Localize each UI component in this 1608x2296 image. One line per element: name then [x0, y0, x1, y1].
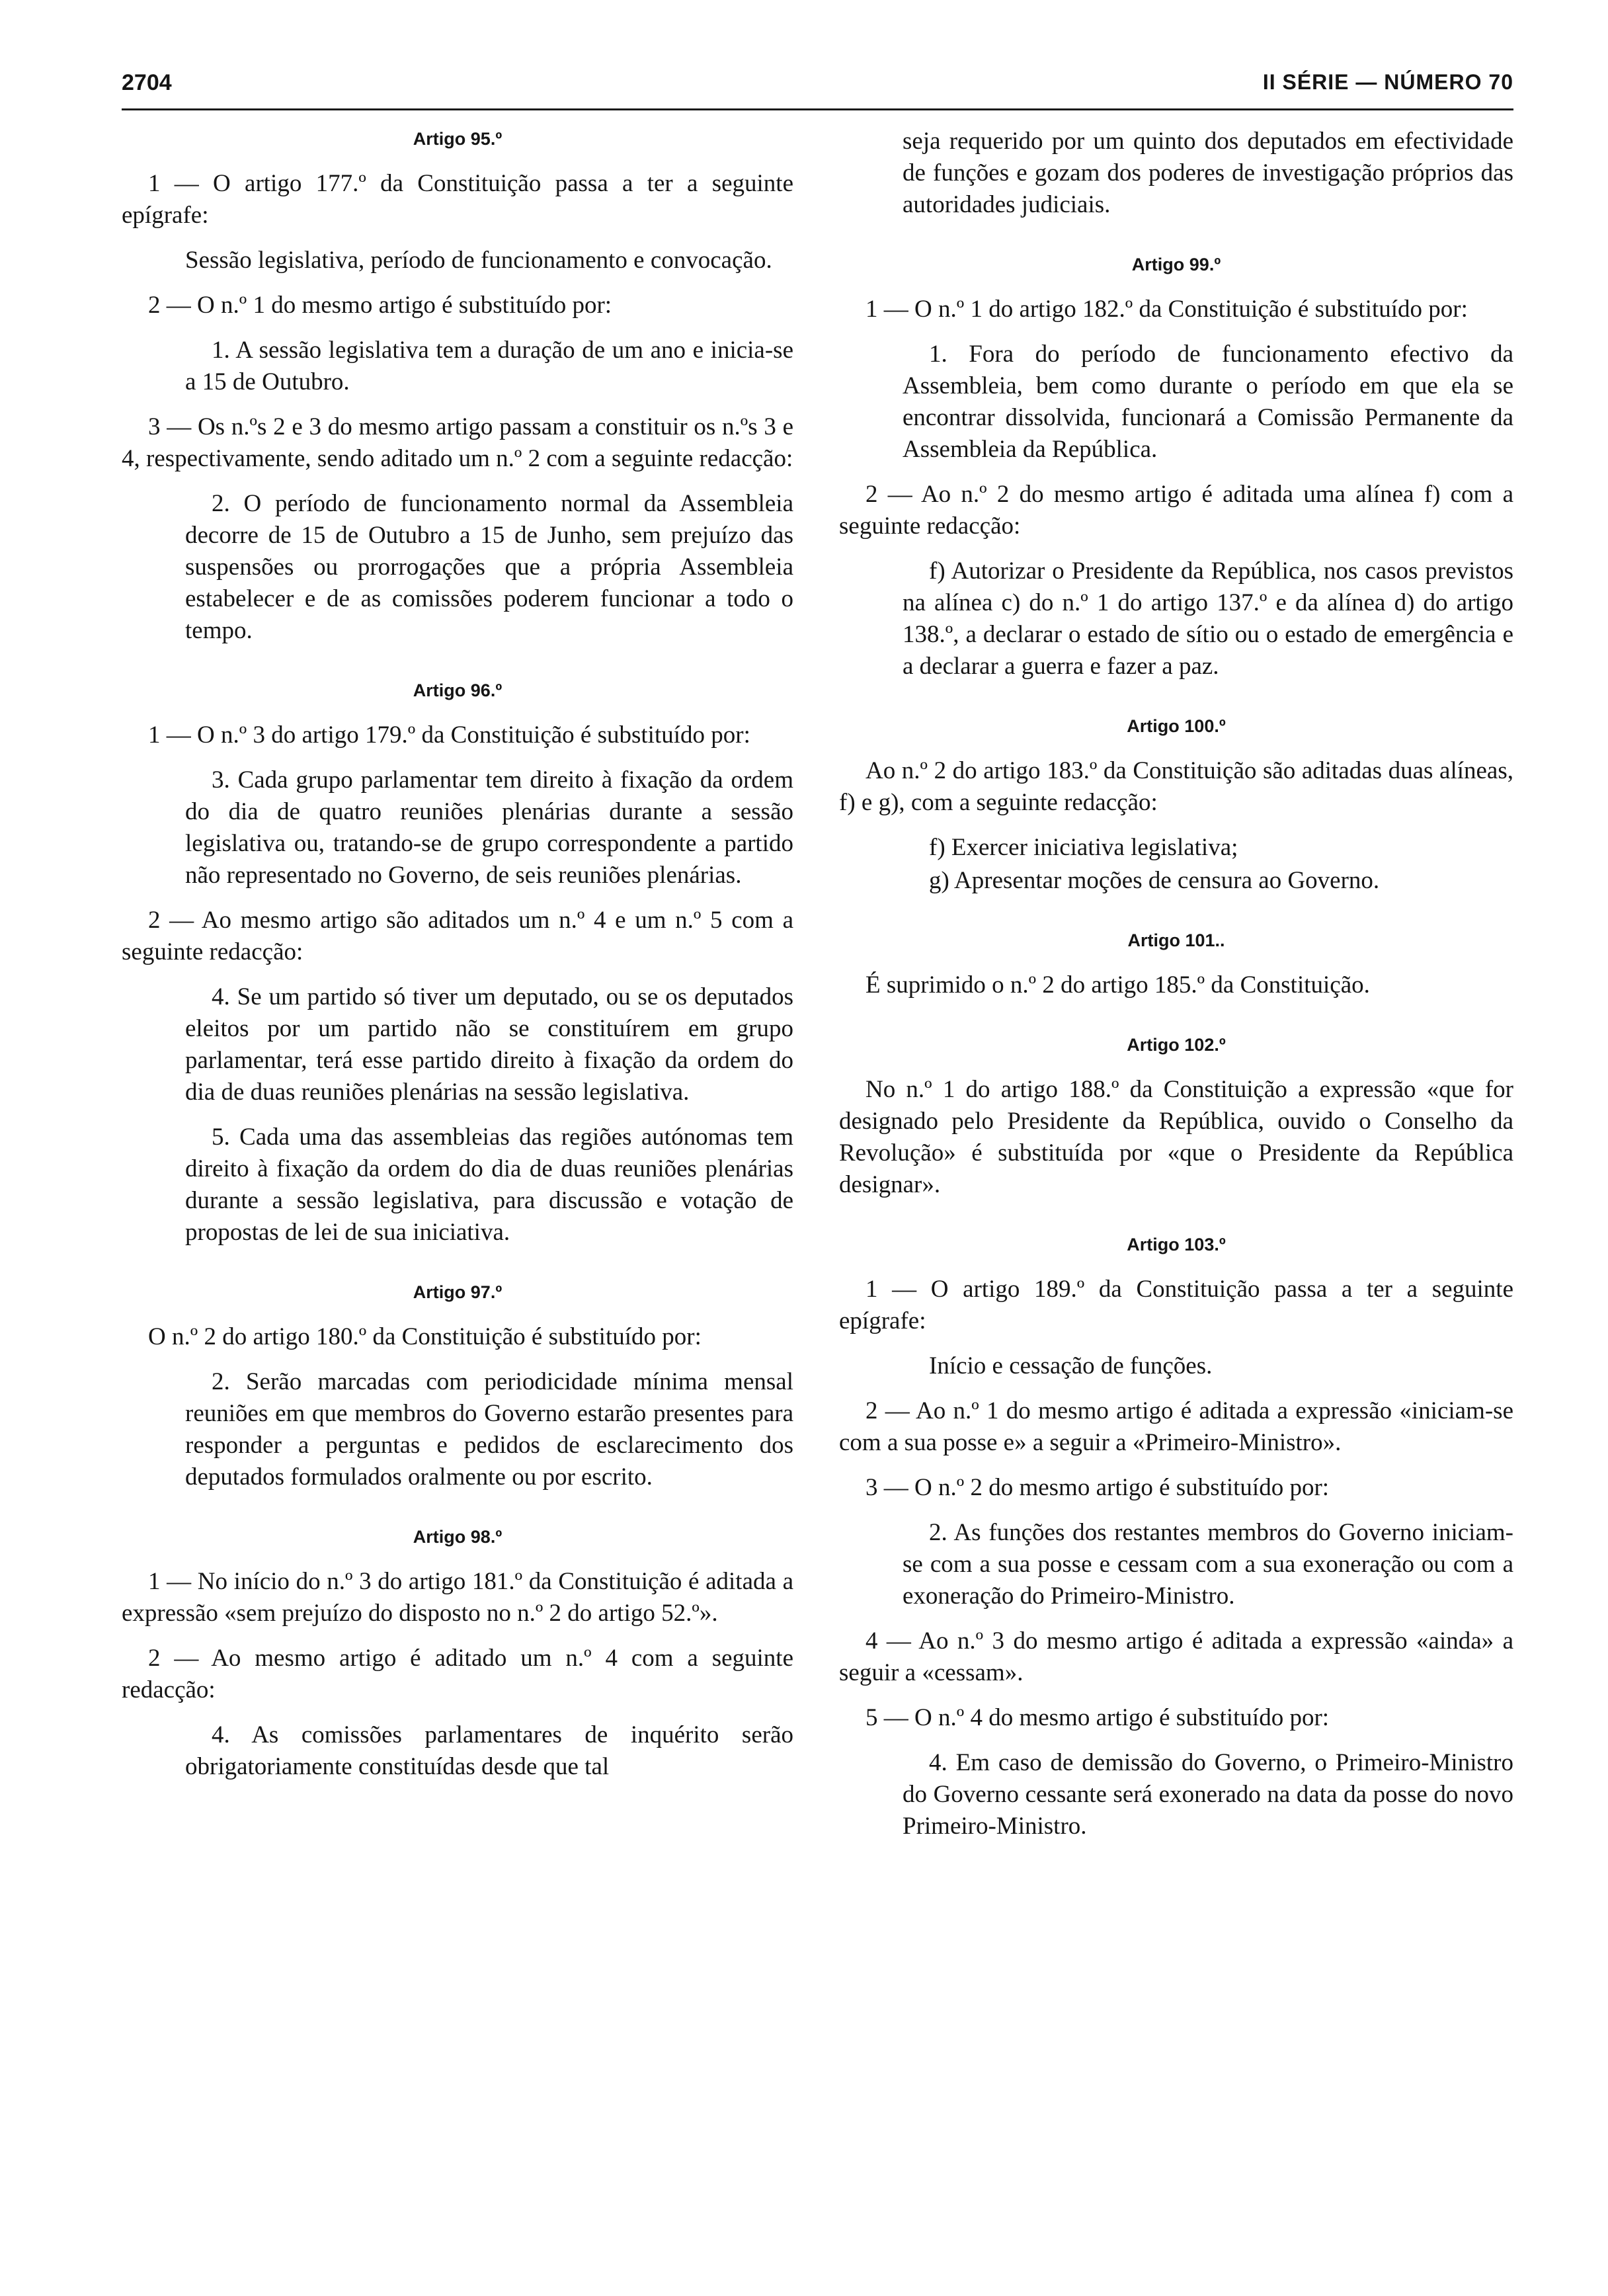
paragraph: 3 — Os n.ºs 2 e 3 do mesmo artigo passam a constituir os n.ºs 3 e 4, respectivamente, sendo aditado um n.º 2 com a seguinte redacção: [122, 413, 793, 472]
series-number: II SÉRIE — NÚMERO 70 [1262, 70, 1513, 94]
paragraph: 4 — Ao n.º 3 do mesmo artigo é aditada a expressão «ainda» a seguir a «cessam». [839, 1627, 1513, 1686]
article-heading-101: Artigo 101.. [1127, 930, 1225, 950]
quoted-text: 4. Se um partido só tiver um deputado, ou se os deputados eleitos por um partido não se constituírem em grupo parlamentar, terá esse partido direito à fixação da ordem do dia de duas reuniões plenárias na sessão legislativa. [185, 983, 793, 1106]
quoted-text: Sessão legislativa, período de funcionamento e convocação. [185, 247, 772, 274]
quoted-text: Início e cessação de funções. [929, 1352, 1213, 1379]
article-heading-97: Artigo 97.º [413, 1282, 502, 1302]
paragraph: O n.º 2 do artigo 180.º da Constituição é substituído por: [148, 1323, 702, 1350]
paragraph: 1 — O artigo 177.º da Constituição passa a ter a seguinte epígrafe: [122, 170, 793, 229]
paragraph: 5 — O n.º 4 do mesmo artigo é substituído por: [865, 1704, 1330, 1731]
quoted-text: 1. A sessão legislativa tem a duração de um ano e inicia-se a 15 de Outubro. [185, 337, 793, 395]
article-heading-103: Artigo 103.º [1127, 1235, 1226, 1254]
paragraph: 1 — No início do n.º 3 do artigo 181.º da Constituição é aditada a expressão «sem prejuízo do disposto no n.º 2 do artigo 52.º». [122, 1568, 793, 1627]
article-heading-102: Artigo 102.º [1127, 1035, 1226, 1055]
quoted-text-continuation: seja requerido por um quinto dos deputados em efectividade de funções e gozam dos poderes de investigação próprios das autoridades judiciais. [903, 128, 1513, 218]
right-column [839, 126, 1513, 1856]
paragraph: 2 — O n.º 1 do mesmo artigo é substituído por: [148, 292, 612, 319]
quoted-text: 2. Serão marcadas com periodicidade mínima mensal reuniões em que membros do Governo estarão presentes para responder a perguntas e pedidos de esclarecimento dos deputados formulados oralmente ou por escrito. [185, 1368, 793, 1491]
quoted-text: f) Autorizar o Presidente da República, nos casos previstos na alínea c) do n.º 1 do artigo 137.º e da alínea d) do artigo 138.º, a declarar o estado de sítio ou o estado de emergência e a declarar a guerra e fazer a paz. [903, 557, 1513, 680]
paragraph: No n.º 1 do artigo 188.º da Constituição a expressão «que for designado pelo Presidente da República, ouvido o Conselho da Revolução» é substituída por «que o Presidente da República designar». [839, 1076, 1513, 1198]
paragraph: 1 — O n.º 1 do artigo 182.º da Constituição é substituído por: [865, 296, 1468, 323]
quoted-text: 5. Cada uma das assembleias das regiões autónomas tem direito à fixação da ordem do dia de duas reuniões plenárias durante a sessão legislativa, para discussão e votação de propostas de lei de sua iniciativa. [185, 1124, 793, 1246]
paragraph: 2 — Ao n.º 2 do mesmo artigo é aditada uma alínea f) com a seguinte redacção: [839, 481, 1513, 540]
paragraph: 1 — O n.º 3 do artigo 179.º da Constituição é substituído por: [148, 721, 750, 749]
page-number: 2704 [122, 70, 172, 95]
page-header [122, 66, 1513, 110]
quoted-text: 1. Fora do período de funcionamento efectivo da Assembleia, bem como durante o período em que ela se encontrar dissolvida, funcionará a Comissão Permanente da Assembleia da República. [903, 341, 1513, 463]
quoted-text: 2. O período de funcionamento normal da Assembleia decorre de 15 de Outubro a 15 de Junho, sem prejuízo das suspensões ou prorrogações que a própria Assembleia estabelecer e de as comissões poderem funcionar a todo o tempo. [185, 490, 793, 644]
article-heading-98: Artigo 98.º [413, 1527, 502, 1547]
quoted-text: 3. Cada grupo parlamentar tem direito à fixação da ordem do dia de quatro reuniões plenárias durante a sessão legislativa ou, tratando-se de grupo correspondente a partido não representado no Governo, de seis reuniões plenárias. [185, 766, 793, 889]
quoted-text: f) Exercer iniciativa legislativa; [929, 834, 1238, 861]
paragraph: 2 — Ao mesmo artigo são aditados um n.º 4 e um n.º 5 com a seguinte redacção: [122, 907, 793, 965]
paragraph: 2 — Ao mesmo artigo é aditado um n.º 4 com a seguinte redacção: [122, 1645, 793, 1703]
article-heading-100: Artigo 100.º [1127, 716, 1226, 736]
quoted-text: g) Apresentar moções de censura ao Governo. [929, 867, 1380, 894]
left-column [122, 126, 793, 1796]
paragraph: 1 — O artigo 189.º da Constituição passa a ter a seguinte epígrafe: [839, 1276, 1513, 1334]
quoted-text: 4. As comissões parlamentares de inquérito serão obrigatoriamente constituídas desde que tal [185, 1721, 793, 1780]
paragraph: 2 — Ao n.º 1 do mesmo artigo é aditada a expressão «iniciam-se com a sua posse e» a seguir a «Primeiro-Ministro». [839, 1397, 1513, 1456]
article-heading-96: Artigo 96.º [413, 680, 502, 700]
paragraph: É suprimido o n.º 2 do artigo 185.º da Constituição. [865, 971, 1370, 999]
article-heading-95: Artigo 95.º [413, 129, 502, 149]
quoted-text: 4. Em caso de demissão do Governo, o Primeiro-Ministro do Governo cessante será exonerado na data da posse do novo Primeiro-Ministro. [903, 1749, 1513, 1840]
quoted-text: 2. As funções dos restantes membros do Governo iniciam-se com a sua posse e cessam com a sua exoneração ou com a exoneração do Primeiro-Ministro. [903, 1519, 1513, 1610]
article-heading-99: Artigo 99.º [1131, 255, 1221, 274]
paragraph: Ao n.º 2 do artigo 183.º da Constituição são aditadas duas alíneas, f) e g), com a seguinte redacção: [839, 757, 1513, 816]
paragraph: 3 — O n.º 2 do mesmo artigo é substituído por: [865, 1474, 1330, 1501]
